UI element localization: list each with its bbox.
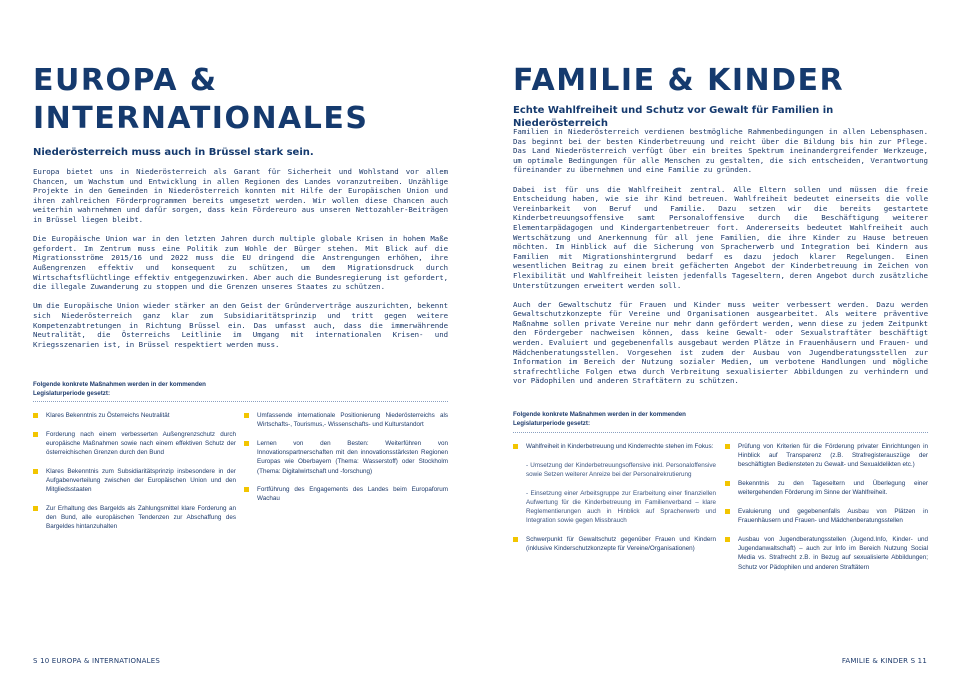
page-title-europa [33,62,448,138]
right-title-block [513,62,928,100]
divider [33,401,448,402]
right-body-text [513,127,928,396]
list-item: Klares Bekenntnis zu Österreichs Neutralität [33,411,236,420]
left-body-text [33,167,448,359]
bullet-icon [725,444,730,449]
divider [513,432,928,433]
list-item: Umfassende internationale Positionierung Niederösterreichs als Wirtschafts-, Tourismus,- Wissenschafts- und Kulturstandort [244,411,448,429]
list-item: Bekenntnis zu den Tageseltern und Überlegung einer weitergehenden Förderung im Sinne der Wahlfreiheit. [725,479,928,497]
bullet-icon [725,481,730,486]
title-line-2: INTERNATIONALES [33,101,369,136]
page-title-familie: FAMILIE & KINDER [513,63,845,98]
title-line-1: EUROPA & [33,63,218,98]
list-item: Ausbau von Jugendberatungsstellen (Jugend.Info, Kinder- und Jugendanwaltschaft) – auch zur Info im Bereich Nutzung Social Media vs. Strafrecht z.B. in Bezug auf sexualisierte Abbildungen; Schutz vor Pädophilen und anderen Straftätern [725,535,928,572]
bullet-icon [33,413,38,418]
paragraph: Um die Europäische Union wieder stärker an den Geist der Gründerverträge auszurichten, bekennt sich Niederösterreich ganz klar zum Subsidiaritätsprinzip und tritt gegen weitere Kompetenzabtretungen in Richtung Brüssel ein. Das umfasst auch, dass die immerwährende Neutralität, die Österreichs Leitlinie im Umgang mit internationalen Krisen- und Kriegsszenarien ist, in Brüssel respektiert werden muss. [33,301,448,349]
paragraph: Die Europäische Union war in den letzten Jahren durch multiple globale Krisen in hohem Maße gefordert. Im Zentrum muss eine Politik zum Wohle der Bürger stehen. Mit Blick auf die Migrationsströme 2015/16 und 2022 muss die EU dringend die Anstrengungen erhöhen, ihre Außengrenzen effektiv und konsequent zu schützen, um dem Migrationsdruck durch Wirtschaftsflüchtlinge effektiv entgegenzuwirken. Aber auch die Bundesregierung ist gefordert, die illegale Zuwanderung zu stoppen und die Grenzen unseres Staates zu schützen. [33,234,448,292]
page-footer-left: S 10 EUROPA & INTERNATIONALES [33,657,160,665]
list-item: Lernen von den Besten: Weiterführen von Innovationspartnerschaften mit den innovationsstärksten Regionen Europas wie Oberbayern (Thema: Wasserstoff) oder Stockholm (Thema: Digitalwirtschaft und -forschung) [244,439,448,476]
bullet-icon [244,487,249,492]
bullet-icon [244,441,249,446]
right-measures-col-1 [513,442,716,563]
bullet-icon [725,509,730,514]
left-subtitle-block [33,146,448,159]
paragraph: Familien in Niederösterreich verdienen bestmögliche Rahmenbedingungen in allen Lebensphasen. Das beginnt bei der besten Kinderbetreuung und reicht über die Bildung bis hin zur Pflege. Das Land Niederösterreich verfügt über ein breites Spektrum ineinandergreifender Werkzeuge, um optimale Bedingungen für alle Menschen zu gestalten, die sich entscheiden, Verantwortung füreinander zu übernehmen und eine Familie zu gründen. [513,127,928,175]
bullet-icon [513,444,518,449]
bullet-icon [244,413,249,418]
left-measures-title: Folgende konkrete Maßnahmen werden in der kommenden Legislaturperiode gesetzt: [33,381,206,397]
bullet-icon [33,432,38,437]
list-item: Forderung nach einem verbesserten Außengrenzschutz durch europäische Maßnahmen sowie nach einem effektiven Schutz der österreichischen Grenzen durch den Bund [33,430,236,458]
list-item: Zur Erhaltung des Bargelds als Zahlungsmittel klare Forderung an den Bund, alle europäischen Tendenzen zur Abschaffung des Bargeldes hintanzuhalten [33,504,236,532]
left-measures-col-2 [244,411,448,513]
right-measures-title: Folgende konkrete Maßnahmen werden in der kommenden Legislaturperiode gesetzt: [513,411,686,427]
paragraph: Dabei ist für uns die Wahlfreiheit zentral. Alle Eltern sollen und müssen die freie Entscheidung haben, wie sie ihr Kind betreuen. Wahlfreiheit bedeutet einerseits die volle Vereinbarkeit von Beruf und Familie. Dazu setzen wir die bereits gestartete Kinderbetreuungsoffensive samt Personaloffensive durch die Beschäftigung weiterer Elementarpädagogen und Kindergartenbetreuer fort. Andererseits bedeutet Wahlfreiheit auch Wertschätzung und Anerkennung für all jene Familien, die ihre Kinder zu Hause betreuen möchten. Im Hinblick auf die Sicherung von Spracherwerb und Integration bei Kindern aus Familien mit Migrationshintergrund bedarf es dazu jedoch klarer Regelungen. Einen wesentlichen Beitrag zu einem breit gefächerten Angebot der Kinderbetreuung im Zeichen von Flexibilität und Wahlfreiheit leisten jedenfalls Tageseltern, deren Angebot durch zusätzliche Unterstützungen erweitert werden soll. [513,184,928,290]
list-item: Prüfung von Kriterien für die Förderung privater Einrichtungen in Hinblick auf Transparenz (z.B. Strafregisterauszüge der beschäftigten Bediensteten zu Gewalt- und Sexualdelikten etc.) [725,442,928,470]
list-item: Fortführung des Engagements des Landes beim Europaforum Wachau [244,485,448,503]
bullet-icon [33,469,38,474]
right-measures-col-2 [725,442,928,581]
page-subtitle: Echte Wahlfreiheit und Schutz vor Gewalt für Familien in Niederösterreich [513,105,834,129]
list-subitem: - Einsetzung einer Arbeitsgruppe zur Erarbeitung einer finanziellen Aufwertung für die Kinderbetreuung im Familienverband – klare Reglementierungen auch in Hinblick auf Spracherwerb und Integration sowie gegen Missbrauch [526,489,716,525]
list-item: Schwerpunkt für Gewaltschutz gegenüber Frauen und Kindern (inklusive Kinderschutzkonzepte für Vereine/Organisationen) [513,535,716,553]
list-item: Evaluierung und gegebenenfalls Ausbau von Plätzen in Frauenhäusern und Frauen- und Mädchenberatungsstellen [725,507,928,525]
bullet-icon [513,537,518,542]
left-measures-col-1 [33,411,236,541]
page-subtitle: Niederösterreich muss auch in Brüssel stark sein. [33,147,314,158]
left-title-block [33,62,448,138]
list-item: Wahlfreiheit in Kinderbetreuung und Kinderrechte stehen im Fokus: [513,442,716,451]
bullet-icon [725,537,730,542]
right-page [480,0,960,679]
bullet-icon [33,506,38,511]
page-footer-right: FAMILIE & KINDER S 11 [841,657,927,665]
list-subitem: - Umsetzung der Kinderbetreuungsoffensive inkl. Personaloffensive sowie Setzen weiterer Anreize bei der Personalrekrutierung [526,461,716,478]
list-item: Klares Bekenntnis zum Subsidiaritätsprinzip insbesondere in der Aufgabenverteilung zwischen der Europäischen Union und den Mitgliedsstaaten [33,467,236,495]
paragraph: Europa bietet uns in Niederösterreich als Garant für Sicherheit und Wohlstand vor allem Chancen, um Wachstum und Entwicklung in allen Regionen des Landes voranzutreiben. Unzählige Projekte in den Gemeinden in Niederösterreich konnten mit Hilfe der Europäischen Union und ihren zahlreichen Förderprogrammen bereits umgesetzt werden. Wir wollen diese Chancen auch weiterhin wahrnehmen und dafür sorgen, dass kein Fördereuro aus unseren Nettozahler-Beiträgen in Brüssel liegen bleibt. [33,167,448,224]
paragraph: Auch der Gewaltschutz für Frauen und Kinder muss weiter verbessert werden. Dazu werden Gewaltschutzkonzepte für Vereine und Organisationen ausgearbeitet. Als weitere präventive Maßnahme sollen private Vereine nur mehr dann gefördert werden, wenn diese zu jedem Zeitpunkt den Fördergeber nachweisen können, dass keine Gewalt- oder Sexualstraftäter beschäftigt werden. Evaluiert und gegebenenfalls ausgebaut werden Plätze in Frauenhäusern und Frauen- und Mädchenberatungsstellen. Vorgesehen ist zudem der Ausbau von Jugendberatungsstellen zur Information im Bereich der Nutzung sozialer Medien, um verbotene Handlungen und mögliche strafrechtliche Folgen etwa durch Verbreitung sexualisierter Abbildungen zu verhindern und vor Pädophilen und anderen Straftätern zu schützen. [513,299,928,386]
